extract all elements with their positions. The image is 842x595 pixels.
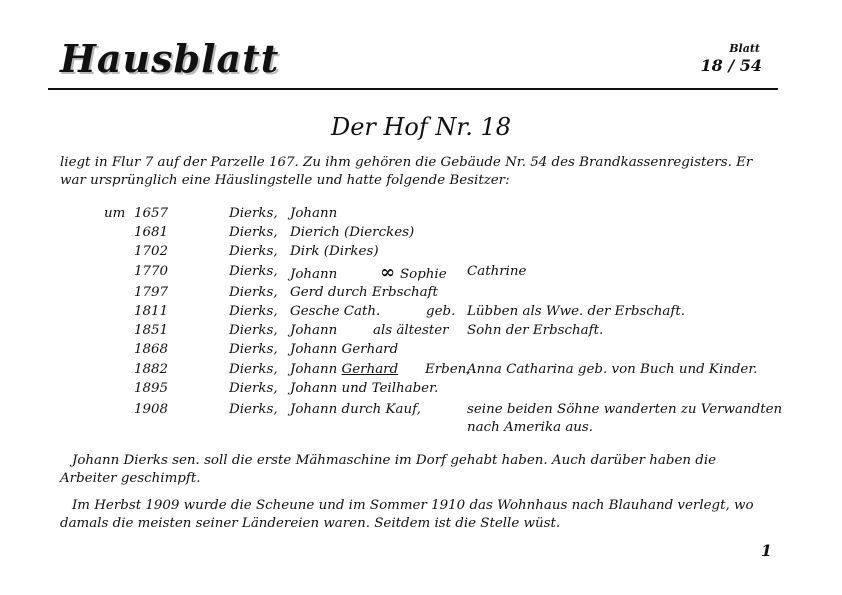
owner-row — [0, 264, 842, 284]
owner-surname: Dierks, — [229, 402, 278, 417]
owner-row — [0, 225, 842, 245]
owner-name: Johann und Teilhaber. — [290, 381, 439, 396]
owner-row — [0, 285, 842, 305]
page-number: 1 — [760, 541, 772, 560]
owner-surname: Dierks, — [229, 225, 278, 240]
owner-underlined-name: Gerhard — [341, 362, 399, 377]
owner-name: Johann — [290, 206, 338, 221]
owner-row — [0, 362, 842, 382]
owner-surname: Dierks, — [229, 264, 278, 279]
owner-year: 1657 — [134, 206, 169, 221]
marriage-icon: ∞ — [380, 262, 395, 283]
owner-row — [0, 244, 842, 264]
owner-name: Johann Gerhard — [290, 342, 399, 357]
owner-surname: Dierks, — [229, 244, 278, 259]
owner-year: 1811 — [134, 304, 169, 319]
hausblatt-logo: Hausblatt — [60, 36, 280, 81]
owner-row — [0, 323, 842, 343]
owner-year: 1908 — [134, 402, 169, 417]
owner-name: Gesche Cath. — [290, 304, 381, 319]
owner-remark-continued: nach Amerika aus. — [467, 420, 594, 435]
owner-name: Johann — [290, 323, 338, 338]
owner-name — [290, 362, 398, 377]
note-paragraph: Im Herbst 1909 wurde die Scheune und im Sommer 1910 das Wohnhaus nach Blauhand verlegt, wo damals die meisten seiner Ländereien waren. Seitdem ist die Stelle wüst. — [60, 498, 754, 531]
owner-name: Gerd durch Erbschaft — [290, 285, 438, 300]
owner-note: geb. — [426, 304, 456, 319]
owner-name: Dirk (Dirkes) — [290, 244, 379, 259]
owner-year: 1868 — [134, 342, 169, 357]
owner-name: Johann — [290, 267, 338, 282]
owner-year: 1797 — [134, 285, 169, 300]
owner-note: Erben, — [425, 362, 471, 377]
owner-year: 1770 — [134, 264, 169, 279]
owner-remark: Lübben als Wwe. der Erbschaft. — [467, 304, 685, 319]
owner-row — [0, 304, 842, 324]
owner-surname: Dierks, — [229, 342, 278, 357]
owner-name: Dierich (Dierckes) — [290, 225, 415, 240]
intro-paragraph: liegt in Flur 7 auf der Parzelle 167. Zu ihm gehören die Gebäude Nr. 54 des Brandkassenregisters. Er war ursprünglich eine Häuslingstelle und hatte folgende Besitzer: — [60, 155, 753, 188]
owner-remark: seine beiden Söhne wanderten zu Verwandten — [467, 402, 783, 417]
owner-year: 1702 — [134, 244, 169, 259]
owner-surname: Dierks, — [229, 285, 278, 300]
owner-year: 1882 — [134, 362, 169, 377]
owner-row — [0, 402, 842, 435]
spouse-name: Sophie — [400, 267, 447, 282]
owner-surname: Dierks, — [229, 323, 278, 338]
owner-year: 1851 — [134, 323, 169, 338]
owner-row — [0, 381, 842, 401]
owner-name: Johann durch Kauf, — [290, 402, 421, 417]
owner-row — [0, 206, 842, 226]
owner-surname: Dierks, — [229, 362, 278, 377]
owner-prefix: um — [104, 206, 126, 221]
owner-remark: Cathrine — [467, 264, 527, 279]
owner-surname: Dierks, — [229, 381, 278, 396]
note-paragraph: Johann Dierks sen. soll die erste Mähmaschine im Dorf gehabt haben. Auch darüber haben die Arbeiter geschimpft. — [60, 453, 717, 486]
owner-remark: Sohn der Erbschaft. — [467, 323, 604, 338]
owner-surname: Dierks, — [229, 304, 278, 319]
owner-year: 1681 — [134, 225, 169, 240]
owner-remark: Anna Catharina geb. von Buch und Kinder. — [467, 362, 758, 377]
owner-row — [0, 342, 842, 362]
owner-first-name: Johann — [290, 362, 342, 377]
blatt-number: 18 / 54 — [700, 56, 762, 75]
owner-note: als ältester — [373, 323, 449, 338]
owner-surname: Dierks, — [229, 206, 278, 221]
blatt-label: Blatt — [729, 42, 760, 55]
page-title: Der Hof Nr. 18 — [330, 113, 512, 141]
owner-year: 1895 — [134, 381, 169, 396]
header-rule — [48, 88, 778, 90]
